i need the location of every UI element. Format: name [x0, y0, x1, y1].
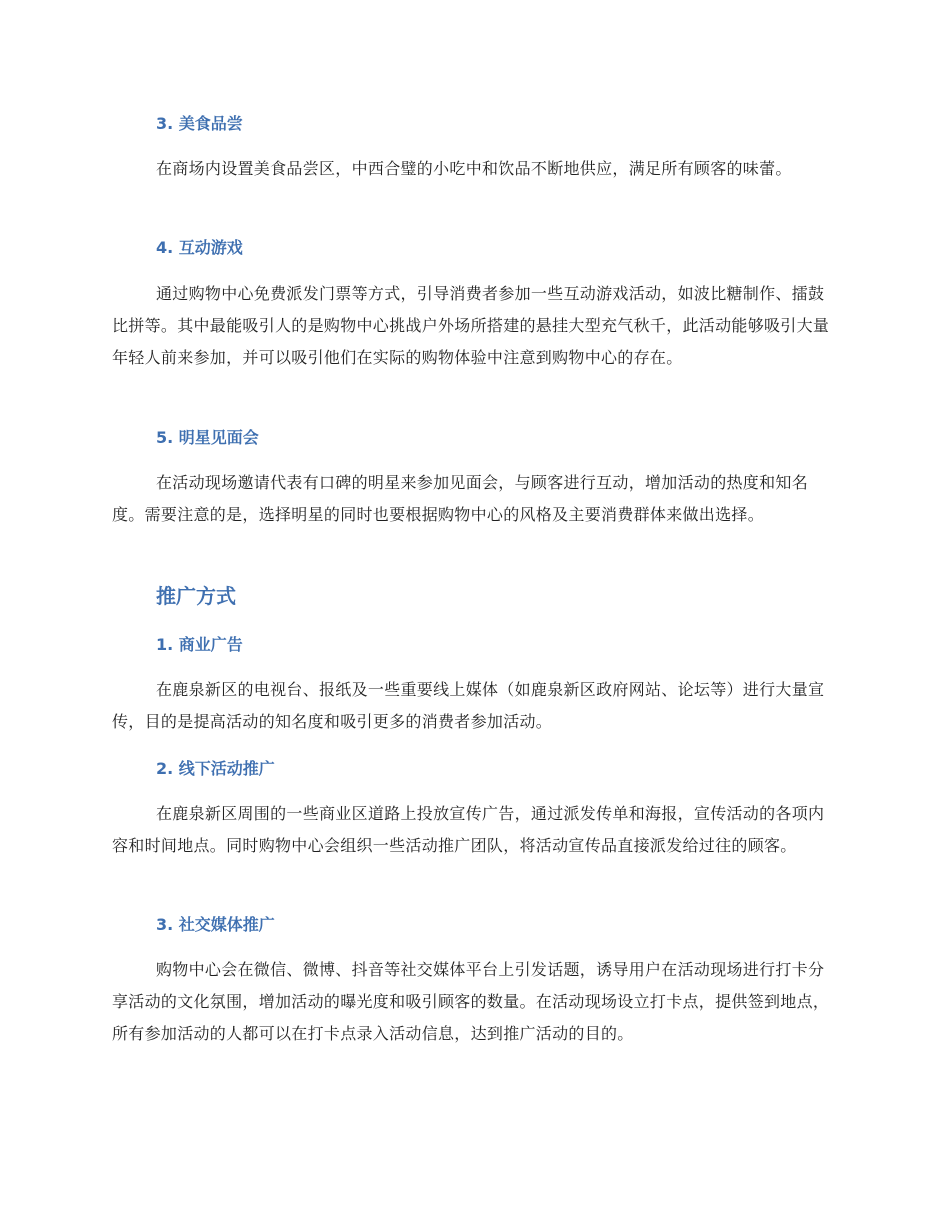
heading-commercial-ads: 1. 商业广告: [156, 635, 243, 654]
heading-offline-promotion: 2. 线下活动推广: [156, 759, 275, 778]
section-title-promotion: 推广方式: [156, 584, 236, 608]
paragraph-food-tasting: 在商场内设置美食品尝区，中西合璧的小吃中和饮品不断地供应，满足所有顾客的味蕾。: [156, 159, 792, 178]
paragraph-interactive-games: 通过购物中心免费派发门票等方式，引导消费者参加一些互动游戏活动，如波比糖制作、擂鼓比拼等。其中最能吸引人的是购物中心挑战户外场所搭建的悬挂大型充气秋千，此活动能够吸引大量年轻人前来参加，并可以吸引他们在实际的购物体验中注意到购物中心的存在。: [112, 284, 830, 367]
heading-social-media: 3. 社交媒体推广: [156, 915, 275, 934]
heading-star-meeting: 5. 明星见面会: [156, 428, 259, 447]
paragraph-social-media: 购物中心会在微信、微博、抖音等社交媒体平台上引发话题，诱导用户在活动现场进行打卡分享活动的文化氛围，增加活动的曝光度和吸引顾客的数量。在活动现场设立打卡点，提供签到地点，所有参加活动的人都可以在打卡点录入活动信息，达到推广活动的目的。: [112, 960, 830, 1043]
paragraph-star-meeting: 在活动现场邀请代表有口碑的明星来参加见面会，与顾客进行互动，增加活动的热度和知名度。需要注意的是，选择明星的同时也要根据购物中心的风格及主要消费群体来做出选择。: [112, 473, 809, 524]
paragraph-commercial-ads: 在鹿泉新区的电视台、报纸及一些重要线上媒体（如鹿泉新区政府网站、论坛等）进行大量宣传，目的是提高活动的知名度和吸引更多的消费者参加活动。: [112, 680, 825, 731]
paragraph-offline-promotion: 在鹿泉新区周围的一些商业区道路上投放宣传广告，通过派发传单和海报，宣传活动的各项内容和时间地点。同时购物中心会组织一些活动推广团队，将活动宣传品直接派发给过往的顾客。: [112, 804, 825, 855]
heading-food-tasting: 3. 美食品尝: [156, 114, 243, 133]
heading-interactive-games: 4. 互动游戏: [156, 238, 243, 257]
